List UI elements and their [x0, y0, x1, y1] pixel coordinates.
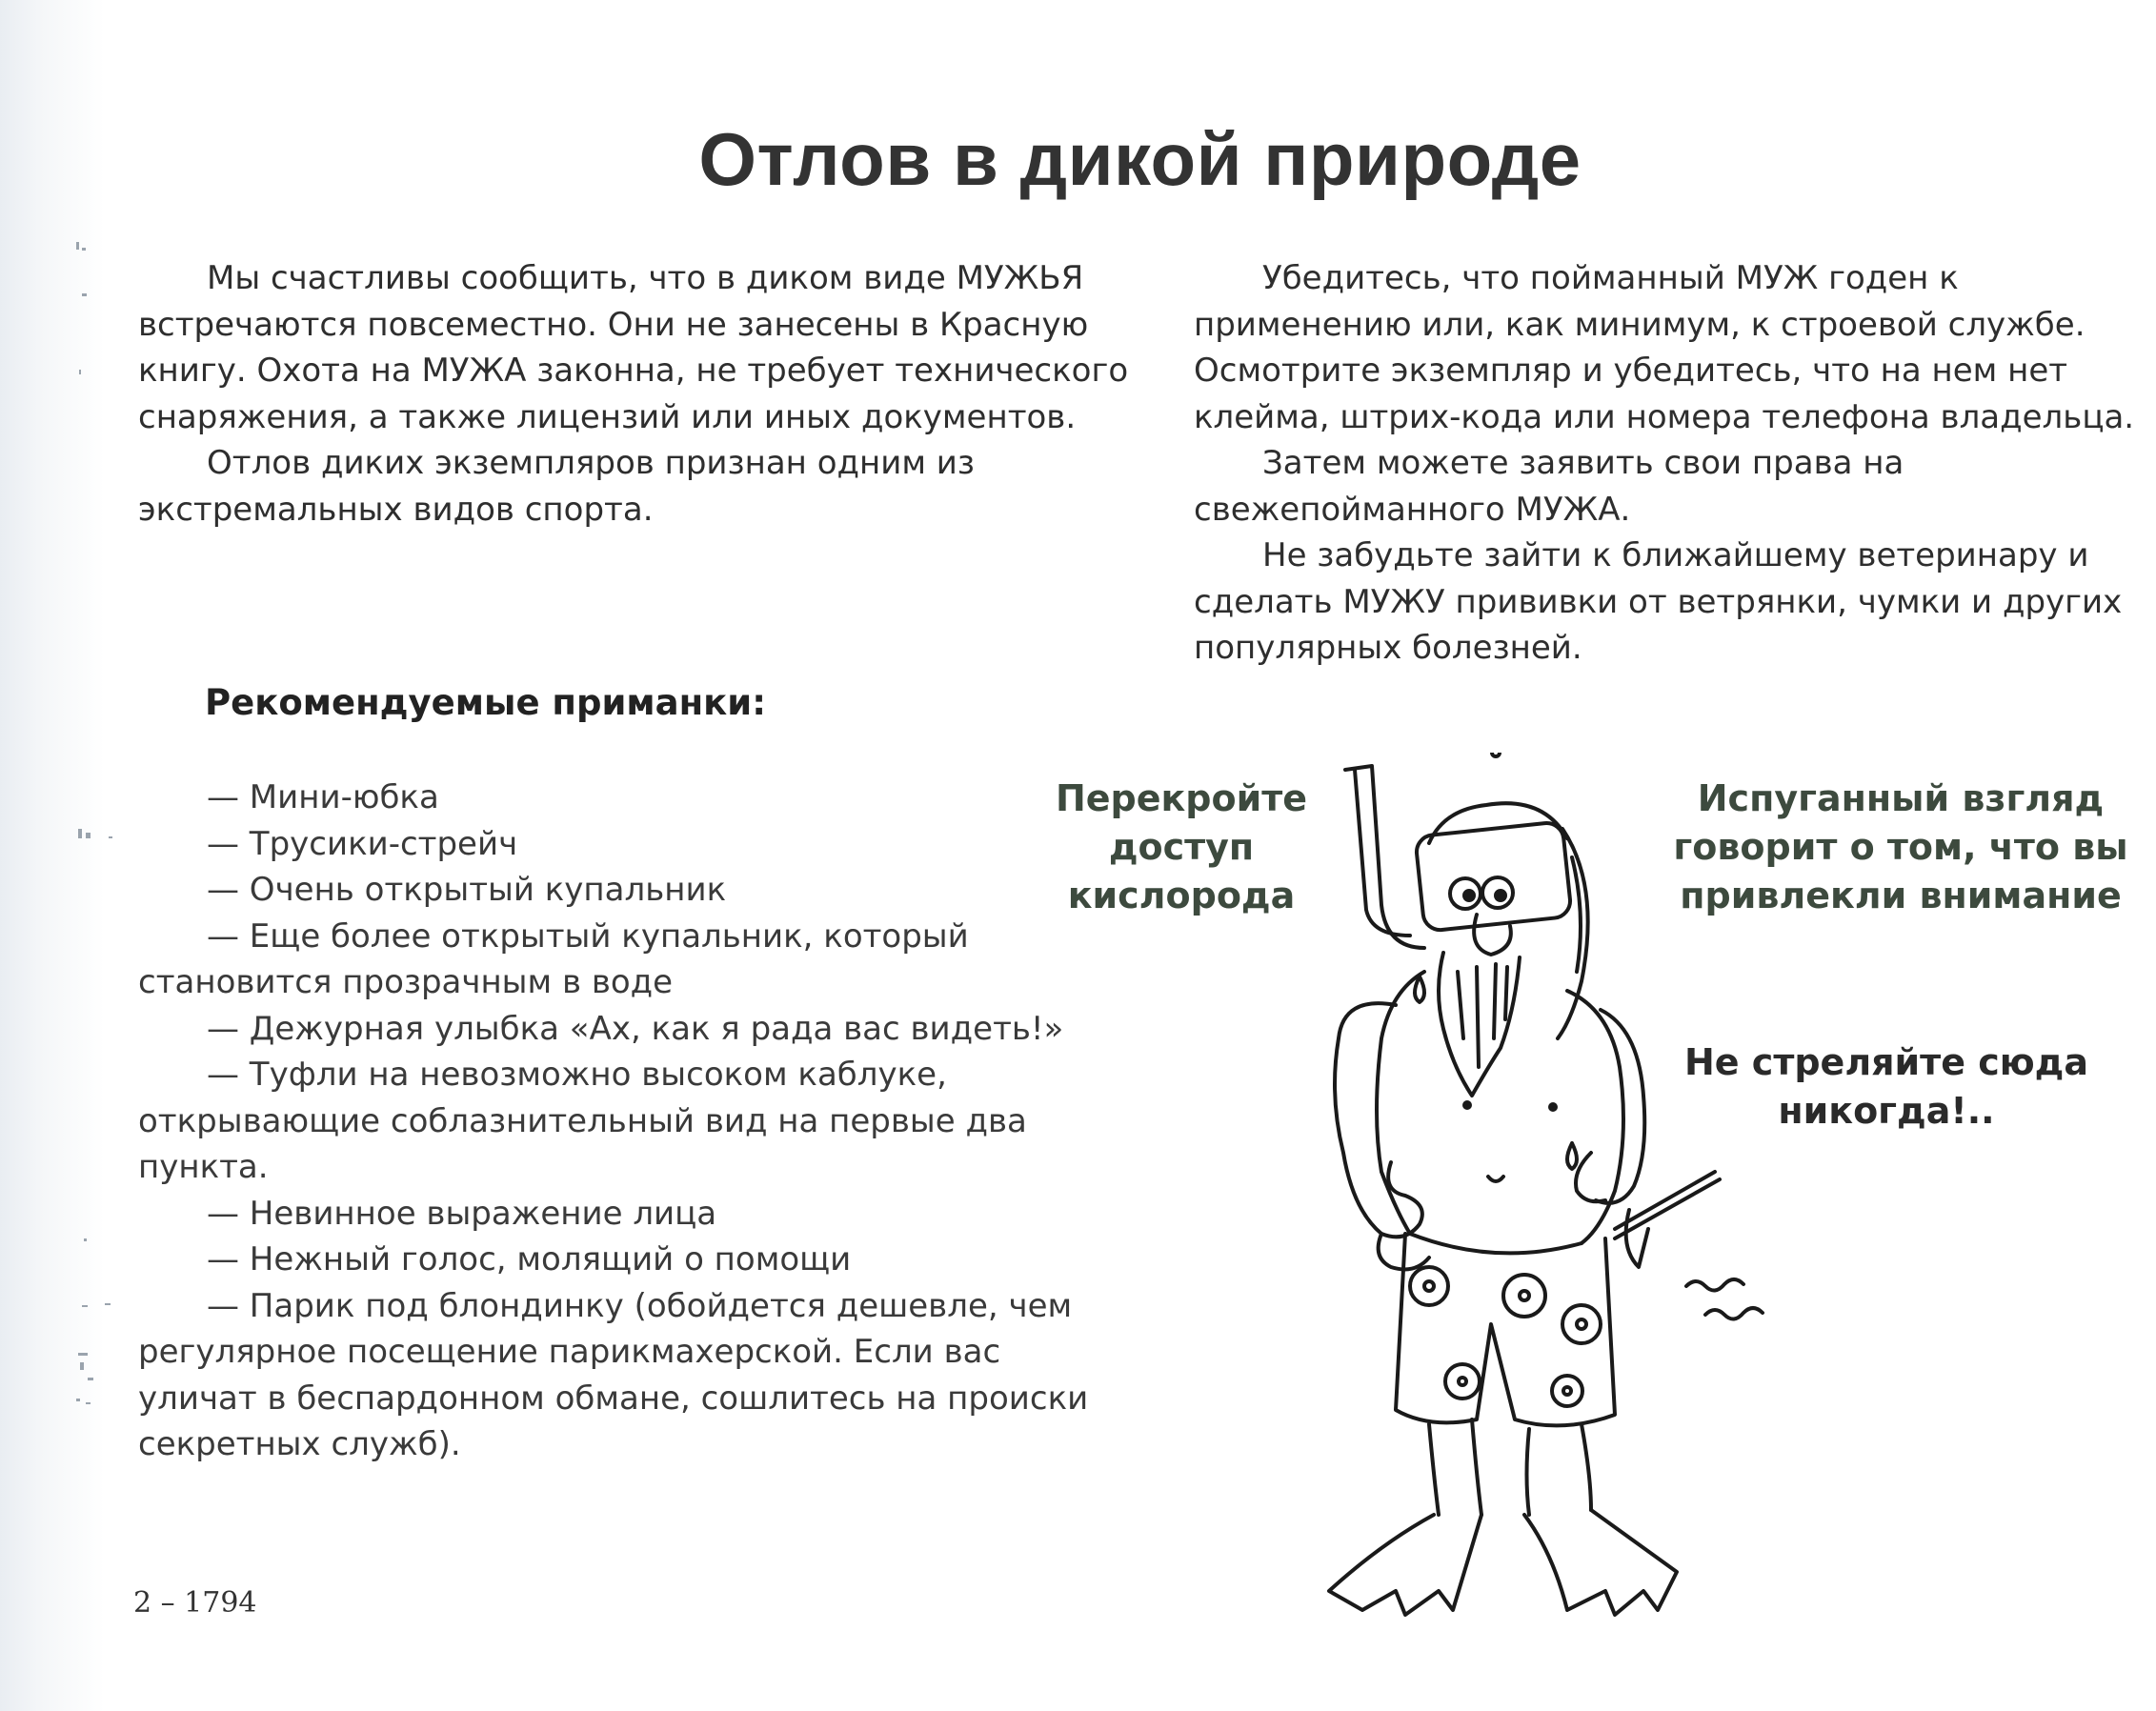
legs	[1429, 1419, 1591, 1515]
lures-list	[138, 775, 1091, 1468]
claim-paragraph: Затем можете заявить свои права на свежепойманного МУЖА.	[1194, 444, 1904, 529]
left-fin	[1329, 1515, 1481, 1615]
list-item: — Парик под блондинку (обойдется дешевле, чем регулярное посещение парикмахерской. Если вас уличат в беспардонном обмане, сошлитесь на происки секретных служб).	[138, 1286, 1089, 1463]
check-paragraph: Убедитесь, что пойманный МУЖ годен к применению или, как минимум, к строевой службе. Осмотрите экземпляр и убедитесь, что на нем нет клейма, штрих-кода или номера телефона владельца.	[1194, 259, 2135, 436]
scan-margin-specks	[67, 238, 124, 1429]
intro-paragraph: Мы счастливы сообщить, что в диком виде МУЖЬЯ встречаются повсеместно. Они не занесены в Красную книгу. Охота на МУЖА законна, не требует технического снаряжения, а также лицензий или иных документов.	[138, 259, 1129, 436]
lures-heading: Рекомендуемые приманки:	[205, 682, 767, 723]
callout-oxygen: Перекройте доступ кислорода	[1055, 777, 1308, 916]
callout-scared-look: Испуганный взгляд говорит о том, что вы привлекли внимание	[1673, 777, 2128, 916]
speargun	[1615, 1172, 1720, 1267]
list-item: — Дежурная улыбка «Ах, как я рада вас видеть!»	[207, 1009, 1064, 1048]
list-item: — Мини-юбка	[207, 778, 439, 816]
sport-paragraph: Отлов диких экземпляров признан одним из экстремальных видов спорта.	[138, 444, 975, 529]
list-item: — Трусики-стрейч	[207, 824, 518, 863]
right-column-text	[1194, 255, 2146, 672]
list-item: — Невинное выражение лица	[207, 1194, 717, 1233]
callout-do-not-shoot: Не стреляйте сюда никогда!..	[1683, 1041, 2088, 1132]
left-column-text	[138, 255, 1148, 533]
torso	[1377, 972, 1623, 1243]
vet-paragraph: Не забудьте зайти к ближайшему ветеринару и сделать МУЖУ прививки от ветрянки, чумки и других популярных болезней.	[1194, 536, 2123, 667]
list-item: — Туфли на невозможно высоком каблуке, открывающие соблазнительный вид на первые два пункта.	[138, 1056, 1027, 1186]
page-title: Отлов в дикой природе	[698, 117, 1582, 201]
list-item: — Еще более открытый купальник, который становится прозрачным в воде	[138, 916, 969, 1001]
list-item: — Нежный голос, молящий о помощи	[207, 1240, 852, 1278]
right-fin	[1524, 1510, 1677, 1615]
list-item: — Очень открытый купальник	[207, 871, 727, 909]
page-folio: 2 – 1794	[133, 1586, 257, 1620]
cartoon-diver-illustration	[1239, 753, 1896, 1639]
